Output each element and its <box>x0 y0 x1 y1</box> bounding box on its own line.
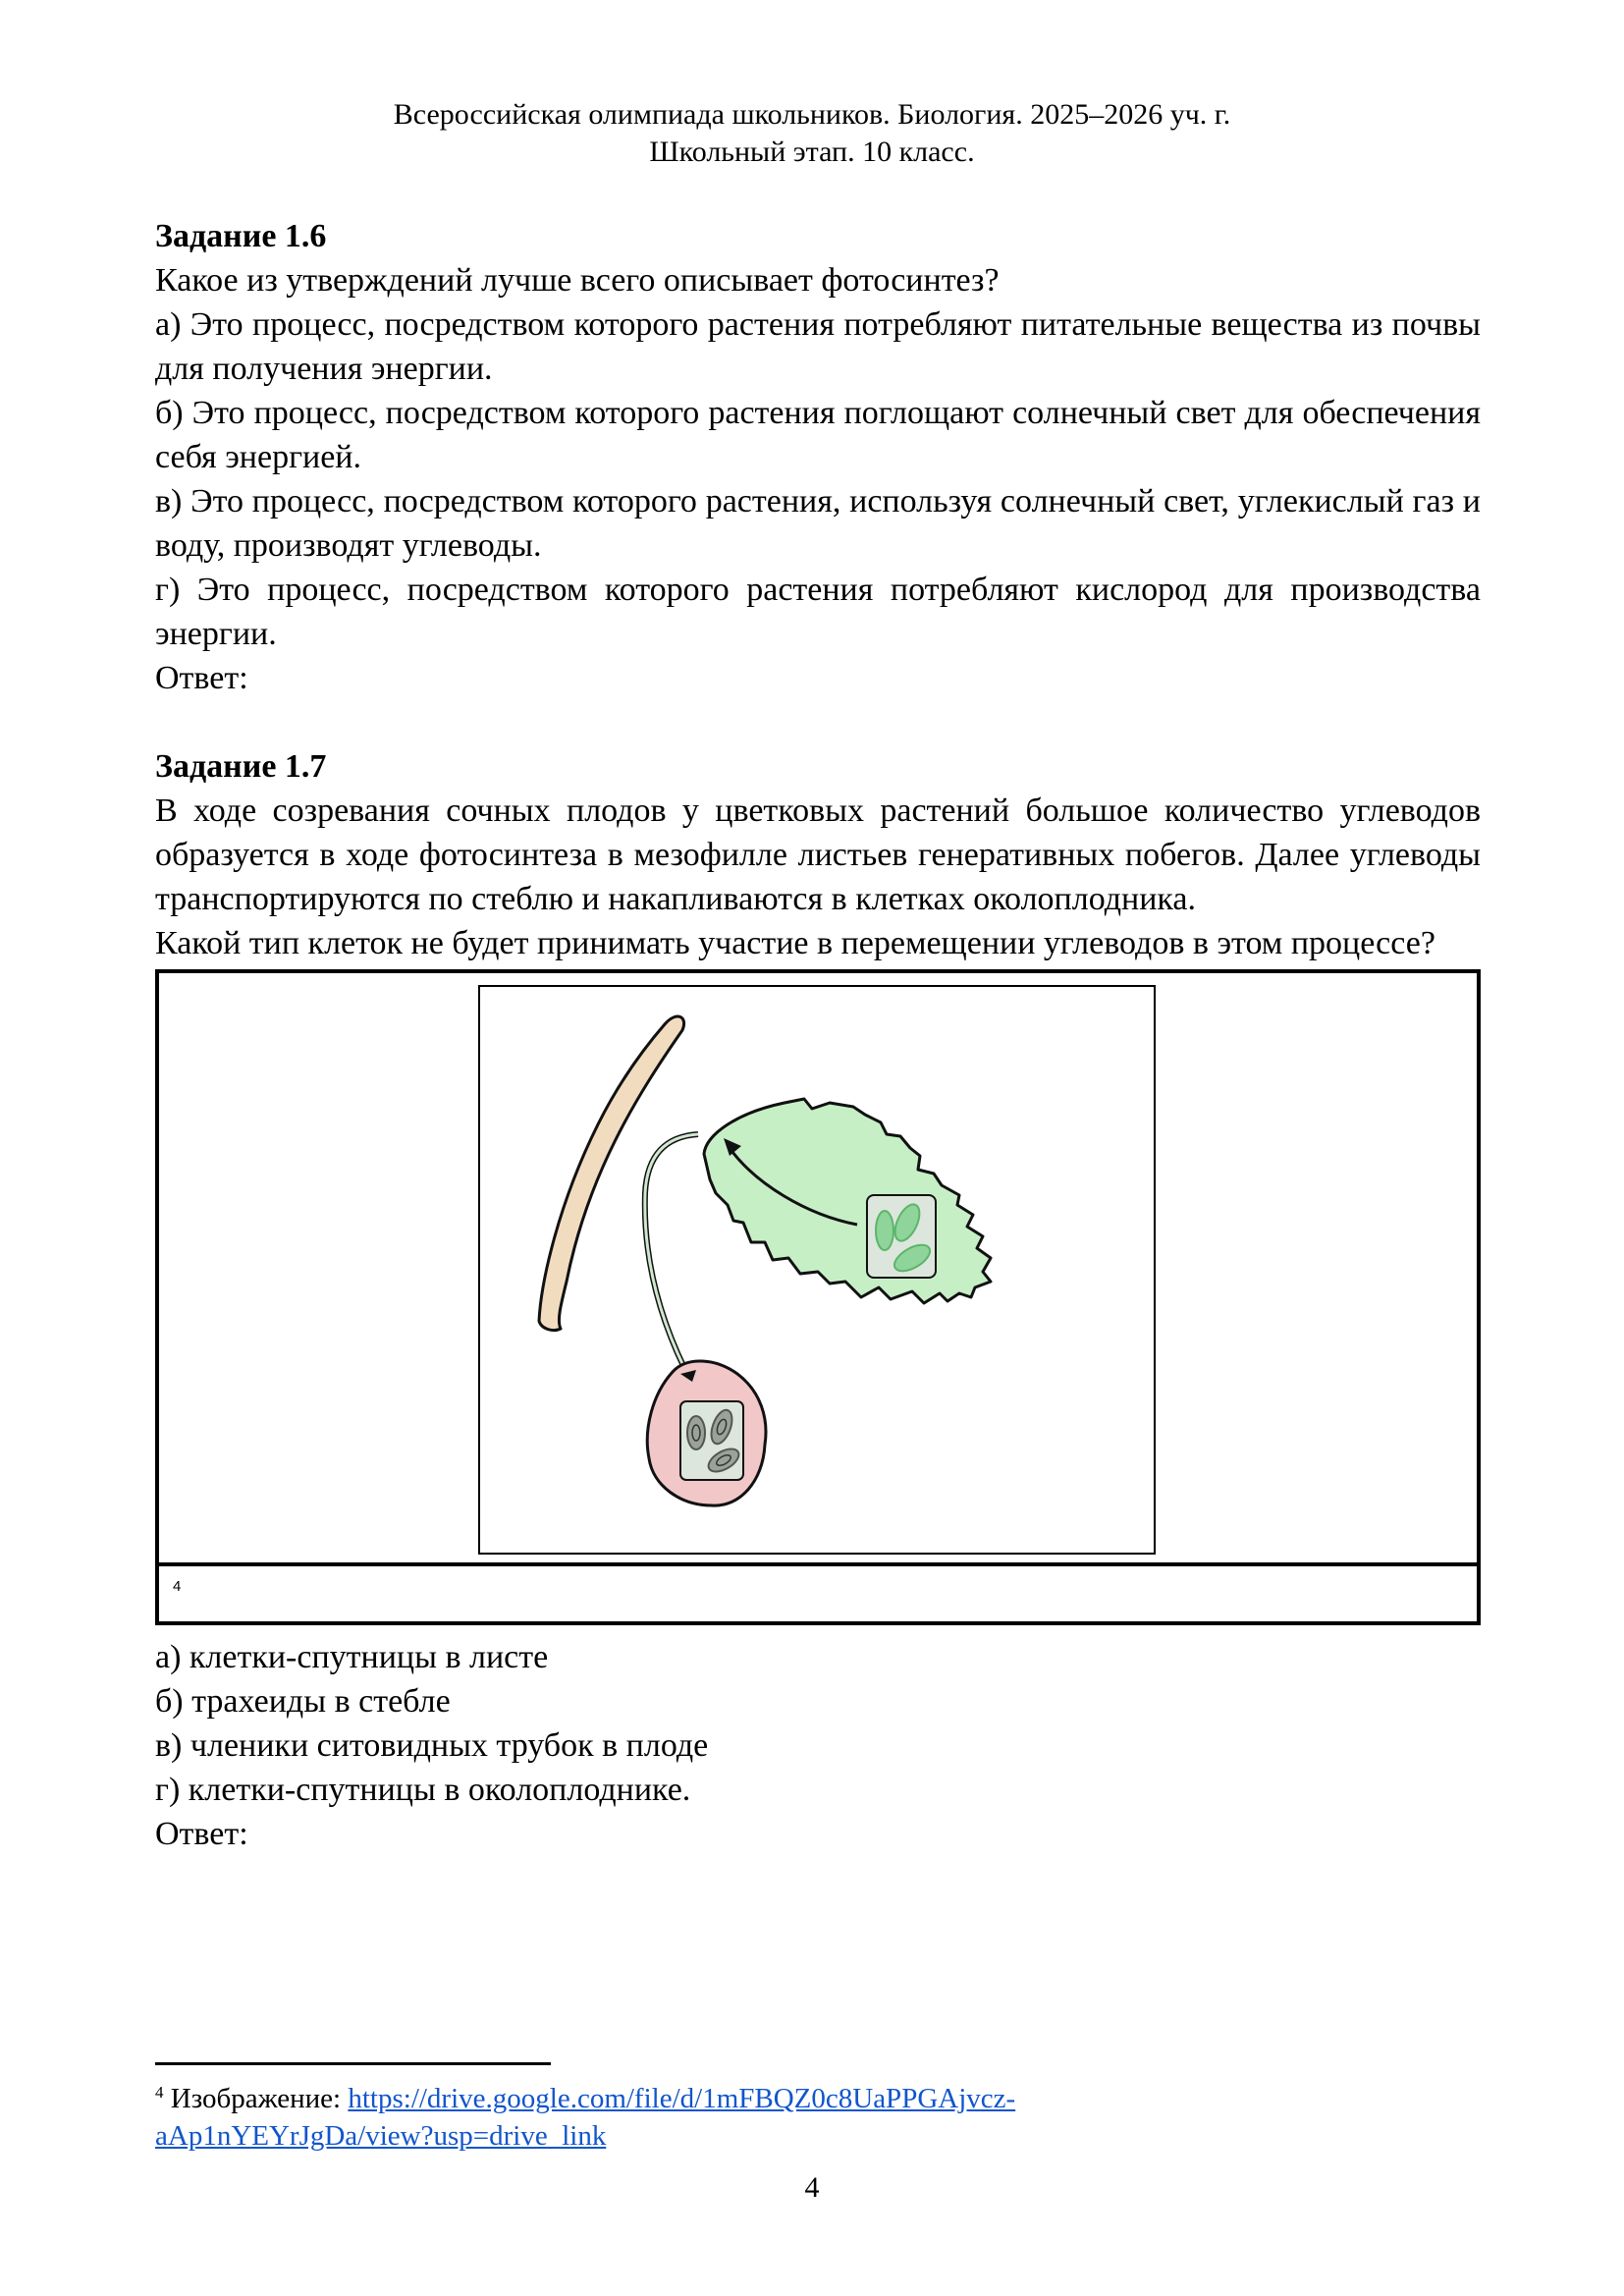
answer-options <box>155 1635 1481 1856</box>
answer-option-a: а) Это процесс, посредством которого растения потребляют питательные вещества из почвы для получения энергии. <box>155 306 1481 387</box>
footnote-link-line2[interactable]: aAp1nYEYrJgDa/view?usp=drive_link <box>155 2120 607 2152</box>
header-olympiad-title: Всероссийская олимпиада школьников. Биология. 2025–2026 уч. г. <box>393 98 1231 131</box>
task-text: В ходе созревания сочных плодов у цветковых растений большое количество углеводов образуется в ходе фотосинтеза в мезофилле листьев генеративных побегов. Далее углеводы транспортируются по стеблю и накапливаются в клетках околоплодника. <box>155 793 1481 917</box>
answer-option-b: б) Это процесс, посредством которого растения поглощают солнечный свет для обеспечения себя энергией. <box>155 395 1481 475</box>
answer-option-c: в) Это процесс, посредством которого растения, используя солнечный свет, углекислый газ и воду, производят углеводы. <box>155 483 1481 564</box>
figure-caption-cell <box>159 1566 1477 1621</box>
header-stage-grade: Школьный этап. 10 класс. <box>649 136 975 168</box>
task-1-7 <box>155 744 1481 1856</box>
footnote-link-line1[interactable]: https://drive.google.com/file/d/1mFBQZ0c8UaPPGAjvcz- <box>348 2083 1016 2114</box>
task-title: Задание 1.7 <box>155 748 327 785</box>
answer-option-a: а) клетки-спутницы в листе <box>155 1639 549 1675</box>
footnote-marker: 4 <box>155 2083 164 2102</box>
plant-diagram-icon <box>480 987 1154 1553</box>
figure-cell <box>159 973 1477 1566</box>
task-question: Какой тип клеток не будет принимать участие в перемещении углеводов в этом процессе? <box>155 925 1435 961</box>
task-question: Какое из утверждений лучше всего описывает фотосинтез? <box>155 262 1000 299</box>
task-title: Задание 1.6 <box>155 218 327 254</box>
stem-shape <box>539 1016 684 1331</box>
answer-option-d: г) Это процесс, посредством которого растения потребляют кислород для производства энергии. <box>155 572 1481 652</box>
answer-option-b: б) трахеиды в стебле <box>155 1683 451 1720</box>
page-number: 4 <box>804 2171 820 2204</box>
figure-caption-number: 4 <box>173 1578 182 1595</box>
page-content <box>155 214 1481 1856</box>
answer-label: Ответ: <box>155 1816 248 1852</box>
task-1-6 <box>155 214 1481 700</box>
answer-option-d: г) клетки-спутницы в околоплоднике. <box>155 1772 691 1808</box>
footnote <box>155 2074 1235 2155</box>
figure-table <box>155 969 1481 1625</box>
page-header <box>0 96 1624 171</box>
footnote-divider <box>155 2062 551 2065</box>
plant-transport-figure <box>478 985 1156 1555</box>
answer-option-c: в) членики ситовидных трубок в плоде <box>155 1727 709 1764</box>
footnote-label: Изображение: <box>170 2083 349 2114</box>
answer-label: Ответ: <box>155 660 248 696</box>
spacer <box>155 700 1481 744</box>
leaf-shape <box>704 1099 991 1303</box>
